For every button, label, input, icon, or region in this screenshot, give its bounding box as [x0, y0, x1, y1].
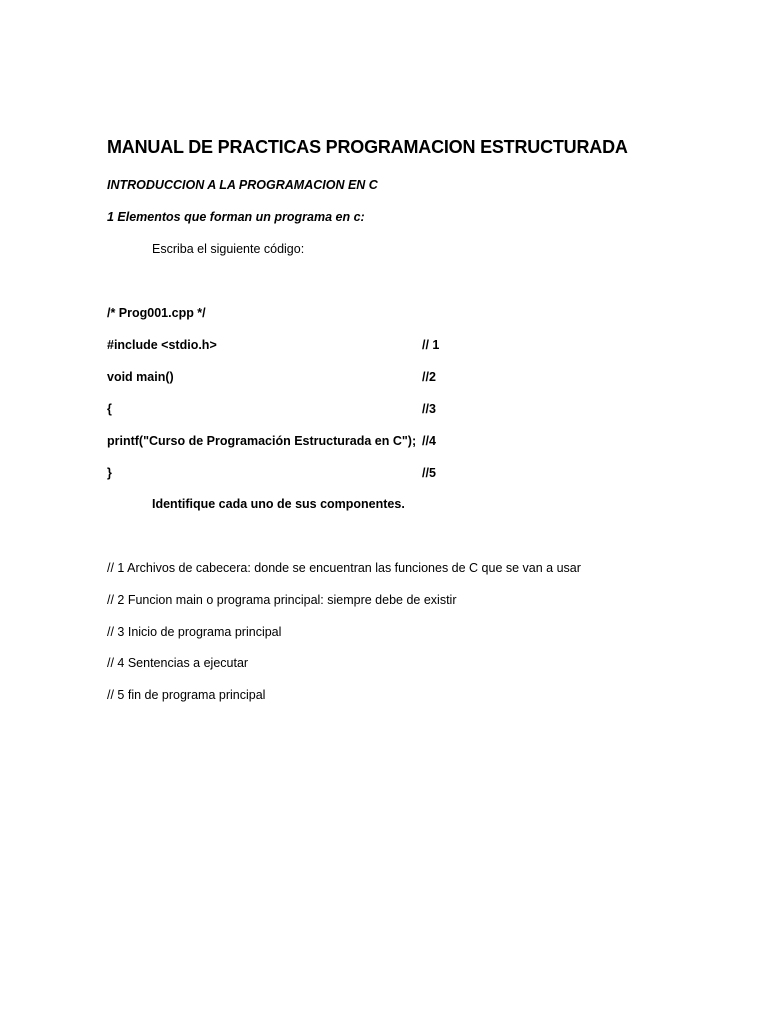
document-title: MANUAL DE PRACTICAS PROGRAMACION ESTRUCTURADA	[107, 137, 628, 157]
code-comment-6: //5	[422, 466, 436, 480]
instruction-text: Escriba el siguiente código:	[152, 242, 305, 256]
code-comment-4: //3	[422, 402, 436, 416]
code-comment-5: //4	[422, 434, 436, 448]
code-line-4: {	[107, 402, 112, 416]
section-heading: 1 Elementos que forman un programa en c:	[107, 210, 365, 224]
note-item: // 1 Archivos de cabecera: donde se encuentran las funciones de C que se van a usar	[107, 561, 581, 575]
document-subtitle: INTRODUCCION A LA PROGRAMACION EN C	[107, 178, 378, 192]
code-line-2: #include <stdio.h>	[107, 338, 217, 352]
code-line-6: }	[107, 466, 112, 480]
code-line-1: /* Prog001.cpp */	[107, 306, 206, 320]
note-item: // 2 Funcion main o programa principal: siempre debe de existir	[107, 593, 457, 607]
identify-instruction: Identifique cada uno de sus componentes.	[152, 497, 405, 511]
code-line-3: void main()	[107, 370, 174, 384]
code-comment-3: //2	[422, 370, 436, 384]
note-item: // 3 Inicio de programa principal	[107, 625, 282, 639]
code-comment-2: // 1	[422, 338, 440, 352]
code-line-5: printf("Curso de Programación Estructurada en C");	[107, 434, 417, 448]
note-item: // 4 Sentencias a ejecutar	[107, 656, 249, 670]
note-item: // 5 fin de programa principal	[107, 688, 266, 702]
